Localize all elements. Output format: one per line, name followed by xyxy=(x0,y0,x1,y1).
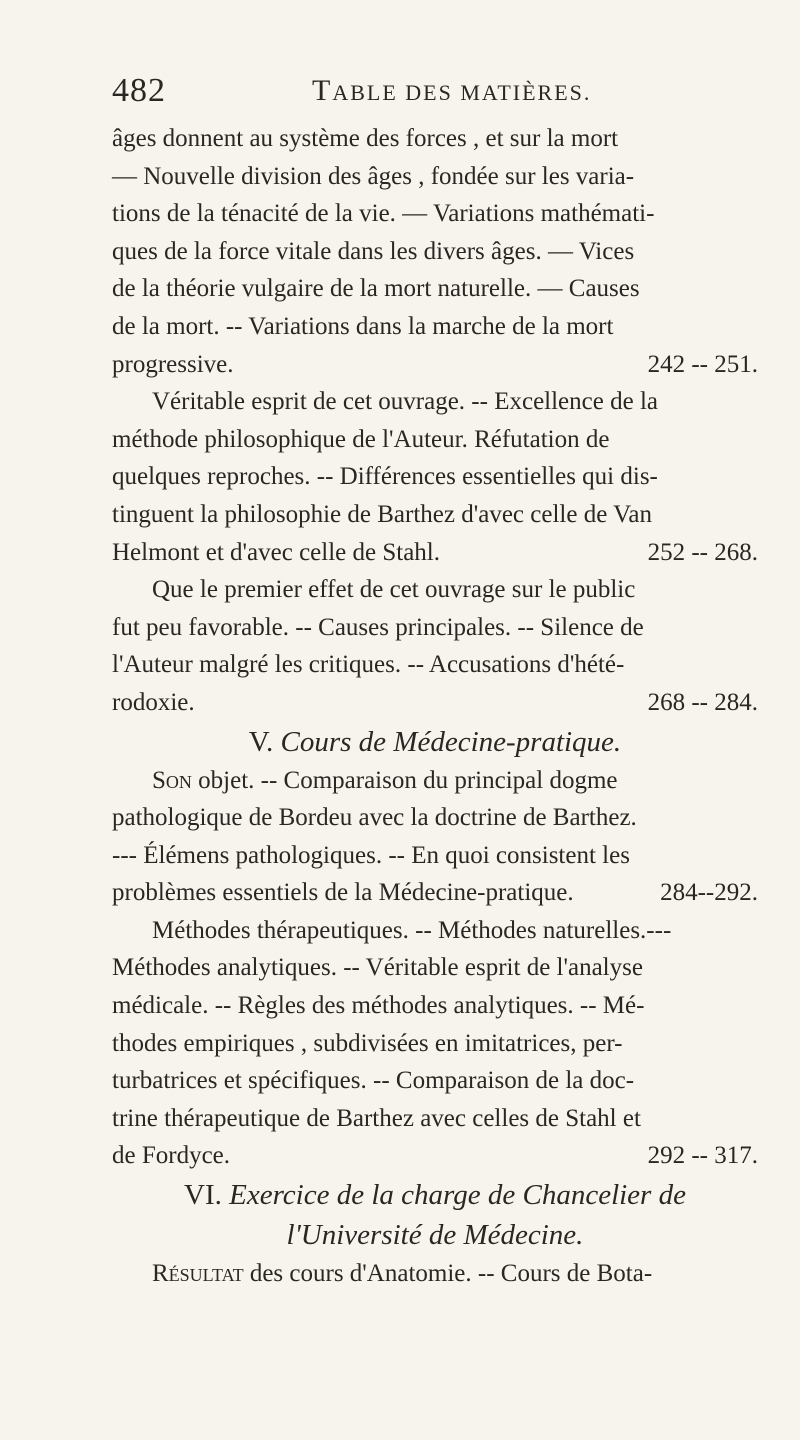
section-title: Cours de Médecine-pratique. xyxy=(280,725,622,758)
page-reference: 292 -- 317. xyxy=(647,1142,758,1170)
section-title-line-1: Exercice de la charge de Chancelier de xyxy=(229,1179,686,1212)
page-number: 482 xyxy=(112,72,166,109)
lead-word: Résultat xyxy=(152,1260,244,1288)
text-line: thodes empiriques , subdivisées en imitatrices, per- xyxy=(112,1029,623,1057)
text-line: Résultat des cours d'Anatomie. -- Cours de Bota- xyxy=(152,1260,653,1288)
text-line: de la mort. -- Variations dans la marche de la mort xyxy=(112,312,614,340)
text-line: turbatrices et spécifiques. -- Comparaison de la doc- xyxy=(112,1067,635,1095)
running-title-rest: ABLE DES MATIÈRES. xyxy=(332,80,592,105)
text-line: Méthodes thérapeutiques. -- Méthodes naturelles.--- xyxy=(152,916,672,944)
text-line: tinguent la philosophie de Barthez d'avec celle de Van xyxy=(112,500,652,528)
section-title-line-2: l'Université de Médecine. xyxy=(286,1219,584,1252)
section-heading-v xyxy=(112,722,758,762)
text-line: Méthodes analytiques. -- Véritable esprit de l'analyse xyxy=(112,954,643,982)
section-number: VI. xyxy=(184,1179,222,1212)
page-header xyxy=(112,72,732,116)
page-reference: 242 -- 251. xyxy=(647,350,758,378)
page-reference: 268 -- 284. xyxy=(647,688,758,716)
page-reference: 252 -- 268. xyxy=(647,538,758,566)
text-line: fut peu favorable. -- Causes principales. -- Silence de xyxy=(112,613,644,641)
text-line: Helmont et d'avec celle de Stahl. 252 -- 268. xyxy=(112,534,758,572)
table-of-contents-body xyxy=(112,120,758,1293)
text-line: l'Auteur malgré les critiques. -- Accusations d'hété- xyxy=(112,651,625,679)
toc-block-3 xyxy=(112,1255,758,1293)
text-line: rodoxie. 268 -- 284. xyxy=(112,684,758,722)
text-line: tions de la ténacité de la vie. — Variations mathémati- xyxy=(112,200,655,228)
text-line: --- Élémens pathologiques. -- En quoi consistent les xyxy=(112,841,630,869)
text-line: pathologique de Bordeu avec la doctrine de Barthez. xyxy=(112,804,637,832)
toc-block-1 xyxy=(112,120,758,722)
text-line: progressive. 242 -- 251. xyxy=(112,346,758,384)
text-line: Véritable esprit de cet ouvrage. -- Excellence de la xyxy=(152,388,658,416)
page-reference: 284--292. xyxy=(660,879,758,907)
section-heading-vi xyxy=(112,1175,758,1255)
lead-word: Son xyxy=(152,766,192,794)
text-line: quelques reproches. -- Différences essentielles qui dis- xyxy=(112,463,658,491)
text-line: trine thérapeutique de Barthez avec celles de Stahl et xyxy=(112,1104,641,1132)
text-line: Son objet. -- Comparaison du principal dogme xyxy=(152,766,618,794)
text-line: âges donnent au système des forces , et sur la mort xyxy=(112,125,619,152)
section-number: V. xyxy=(248,725,274,758)
text-line: — Nouvelle division des âges , fondée sur les varia- xyxy=(112,162,635,190)
text-line: Que le premier effet de cet ouvrage sur le public xyxy=(152,576,636,604)
text-line: de Fordyce. 292 -- 317. xyxy=(112,1137,758,1175)
text-line: ques de la force vitale dans les divers âges. — Vices xyxy=(112,237,635,265)
text-line: problèmes essentiels de la Médecine-pratique. 284--292. xyxy=(112,874,758,912)
text-line: de la théorie vulgaire de la mort naturelle. — Causes xyxy=(112,275,640,303)
text-line: médicale. -- Règles des méthodes analytiques. -- Mé- xyxy=(112,992,645,1020)
running-title xyxy=(312,74,591,108)
toc-block-2 xyxy=(112,762,758,1176)
text-line: méthode philosophique de l'Auteur. Réfutation de xyxy=(112,425,610,453)
running-title-initial: T xyxy=(312,74,333,107)
